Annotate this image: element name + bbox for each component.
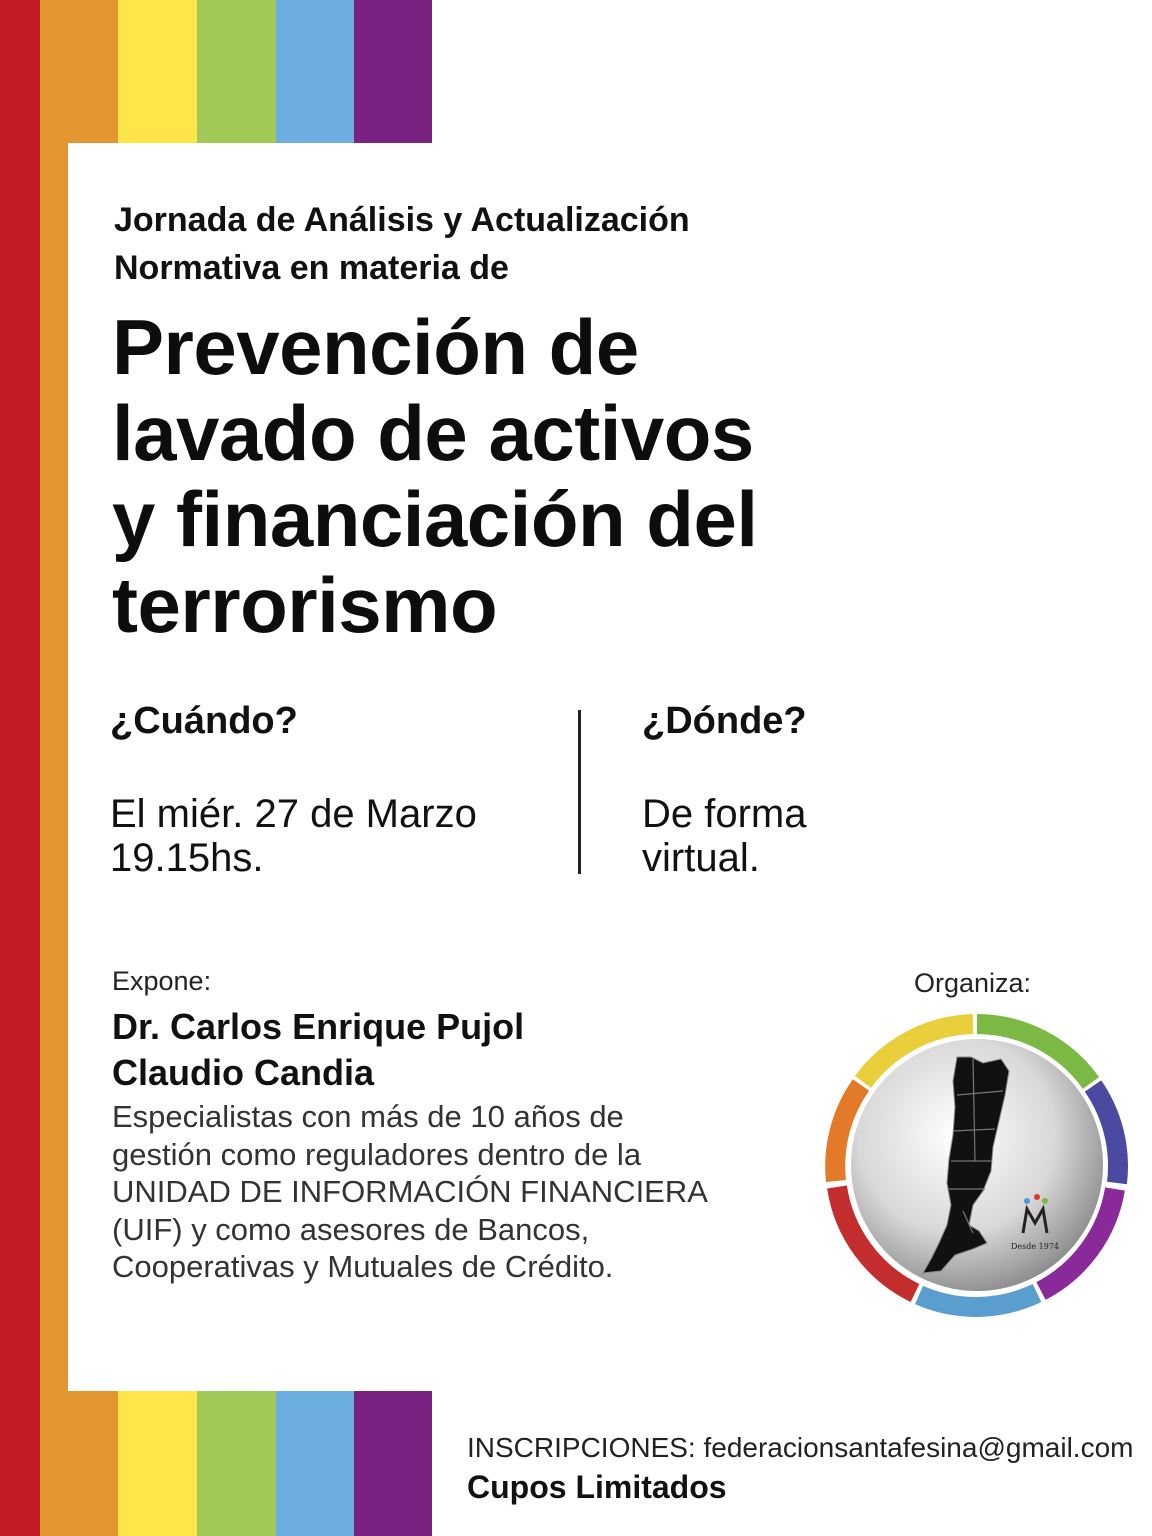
description-line: Especialistas con más de 10 años de bbox=[112, 1099, 624, 1134]
federation-logo-icon bbox=[823, 1011, 1131, 1319]
when-date: El miér. 27 de Marzo bbox=[110, 792, 477, 836]
where-label: ¿Dónde? bbox=[642, 700, 807, 742]
title-line: y financiación del bbox=[112, 475, 758, 563]
where-line: virtual. bbox=[642, 836, 760, 880]
stripe-yellow-bottom bbox=[118, 1391, 197, 1536]
speaker-name: Dr. Carlos Enrique Pujol bbox=[112, 1006, 525, 1047]
event-title bbox=[112, 304, 1012, 648]
stripe-blue-bottom bbox=[276, 1391, 354, 1536]
stripe-green-bottom bbox=[197, 1391, 276, 1536]
stripe-red bbox=[0, 0, 40, 1536]
stripe-yellow-top bbox=[118, 0, 197, 143]
description-line: gestión como reguladores dentro de la bbox=[112, 1136, 642, 1172]
column-divider bbox=[578, 710, 581, 874]
stripe-blue-top bbox=[276, 0, 354, 143]
registration-info: INSCRIPCIONES: federacionsantafesina@gmail.com bbox=[467, 1432, 1134, 1463]
when-label: ¿Cuándo? bbox=[110, 700, 298, 742]
stripe-purple-bottom bbox=[354, 1391, 432, 1536]
stripe-green-top bbox=[197, 0, 276, 143]
event-subtitle bbox=[114, 196, 874, 292]
logo-text: Desde 1974 bbox=[1010, 1242, 1060, 1251]
title-line: lavado de activos bbox=[112, 389, 754, 477]
speakers-label: Expone: bbox=[112, 966, 212, 996]
speakers-description bbox=[112, 1098, 792, 1286]
when-time: 19.15hs. bbox=[110, 836, 264, 880]
description-line: Cooperativas y Mutuales de Crédito. bbox=[112, 1249, 614, 1284]
where-value bbox=[642, 792, 807, 880]
where-line: De forma bbox=[642, 792, 807, 836]
title-line: terrorismo bbox=[112, 561, 498, 649]
when-value bbox=[110, 792, 477, 880]
speaker-name: Claudio Candia bbox=[112, 1052, 375, 1093]
description-line: (UIF) y como asesores de Bancos, bbox=[112, 1211, 590, 1247]
subtitle-line: Normativa en materia de bbox=[114, 249, 509, 287]
stripe-purple-top bbox=[354, 0, 432, 143]
limited-seats: Cupos Limitados bbox=[467, 1469, 727, 1505]
subtitle-line: Jornada de Análisis y Actualización bbox=[114, 201, 690, 239]
organizer-label: Organiza: bbox=[914, 968, 1032, 998]
description-line: UNIDAD DE INFORMACIÓN FINANCIERA bbox=[112, 1174, 708, 1209]
title-line: Prevención de bbox=[112, 303, 639, 391]
